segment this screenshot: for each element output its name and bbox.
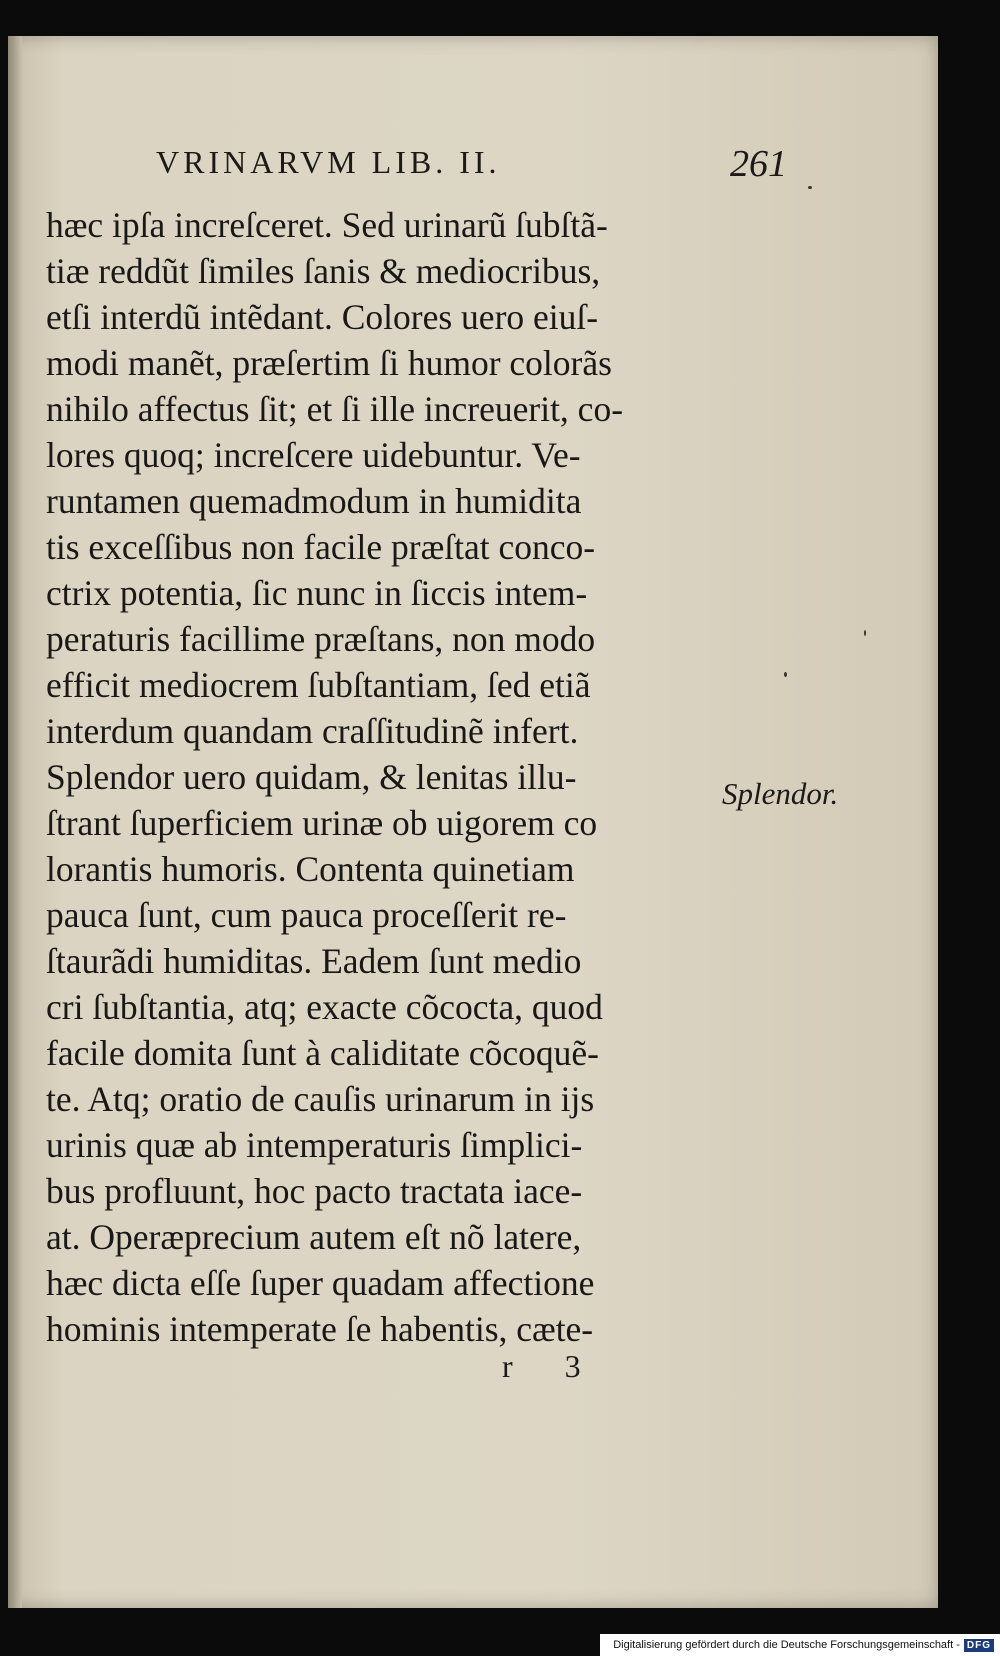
text-line: interdum quandam craſſitudinẽ infert. [46, 711, 579, 751]
text-line: Splendor uero quidam, & lenitas illu- [46, 757, 577, 797]
text-line: cri ſubſtantia, atq; exacte cõcocta, quod [46, 987, 603, 1027]
text-line: lores quoq; increſcere uidebuntur. Ve- [46, 435, 581, 475]
text-line: urinis quæ ab intemperaturis ſimplici- [46, 1125, 583, 1165]
text-line: lorantis humoris. Contenta quinetiam [46, 849, 575, 889]
page-number: 261 [730, 143, 787, 185]
text-line: modi manẽt, præſertim ſi humor colorãs [46, 343, 612, 383]
text-line: hæc dicta eſſe ſuper quadam affectione [46, 1263, 595, 1303]
page-spine-shadow [8, 36, 22, 1608]
paper-speck [808, 186, 812, 189]
footer-credit: Digitalisierung gefördert durch die Deutsche Forschungsgemeinschaft - [613, 1639, 960, 1651]
text-line: tis exceſſibus non facile præſtat conco- [46, 527, 596, 567]
text-line: hominis intemperate ſe habentis, cæte- [46, 1309, 594, 1349]
marginal-note: Splendor. [722, 776, 839, 811]
text-line: te. Atq; oratio de cauſis urinarum in ijs [46, 1079, 595, 1119]
text-line: efficit mediocrem ſubſtantiam, ſed etiã [46, 665, 591, 705]
dfg-logo: DFG [964, 1639, 994, 1652]
paper-speck [784, 672, 787, 677]
text-line: tiæ reddũt ſimiles ſanis & mediocribus, [46, 251, 601, 291]
paper-speck [864, 630, 866, 636]
text-line: pauca ſunt, cum pauca proceſſerit re- [46, 895, 567, 935]
page-header [156, 136, 787, 196]
text-line: hæc ipſa increſceret. Sed urinarũ ſubſtã- [46, 205, 608, 245]
text-line: etſi interdũ intẽdant. Colores uero eiuſ- [46, 297, 599, 337]
signature-mark: r 3 [502, 1348, 603, 1384]
text-line: nihilo affectus ſit; et ſi ille increuerit, co- [46, 389, 624, 429]
text-line: facile domita ſunt à caliditate cõcoquẽ- [46, 1033, 599, 1073]
text-line: bus profluunt, hoc pacto tractata iace- [46, 1171, 583, 1211]
text-line: ctrix potentia, ſic nunc in ſiccis intem- [46, 573, 588, 613]
text-line: peraturis facillime præſtans, non modo [46, 619, 596, 659]
text-line: ſtrant ſuperficiem urinæ ob uigorem co [46, 803, 598, 843]
book-page [8, 36, 938, 1608]
text-line: runtamen quemadmodum in humidita [46, 481, 582, 521]
body-text [46, 202, 732, 1352]
footer-bar [600, 1634, 1000, 1656]
text-line: at. Operæprecium autem eſt nõ latere, [46, 1217, 582, 1257]
running-head: VRINARVM LIB. II. [156, 144, 501, 180]
text-line: ſtaurãdi humiditas. Eadem ſunt medio [46, 941, 582, 981]
